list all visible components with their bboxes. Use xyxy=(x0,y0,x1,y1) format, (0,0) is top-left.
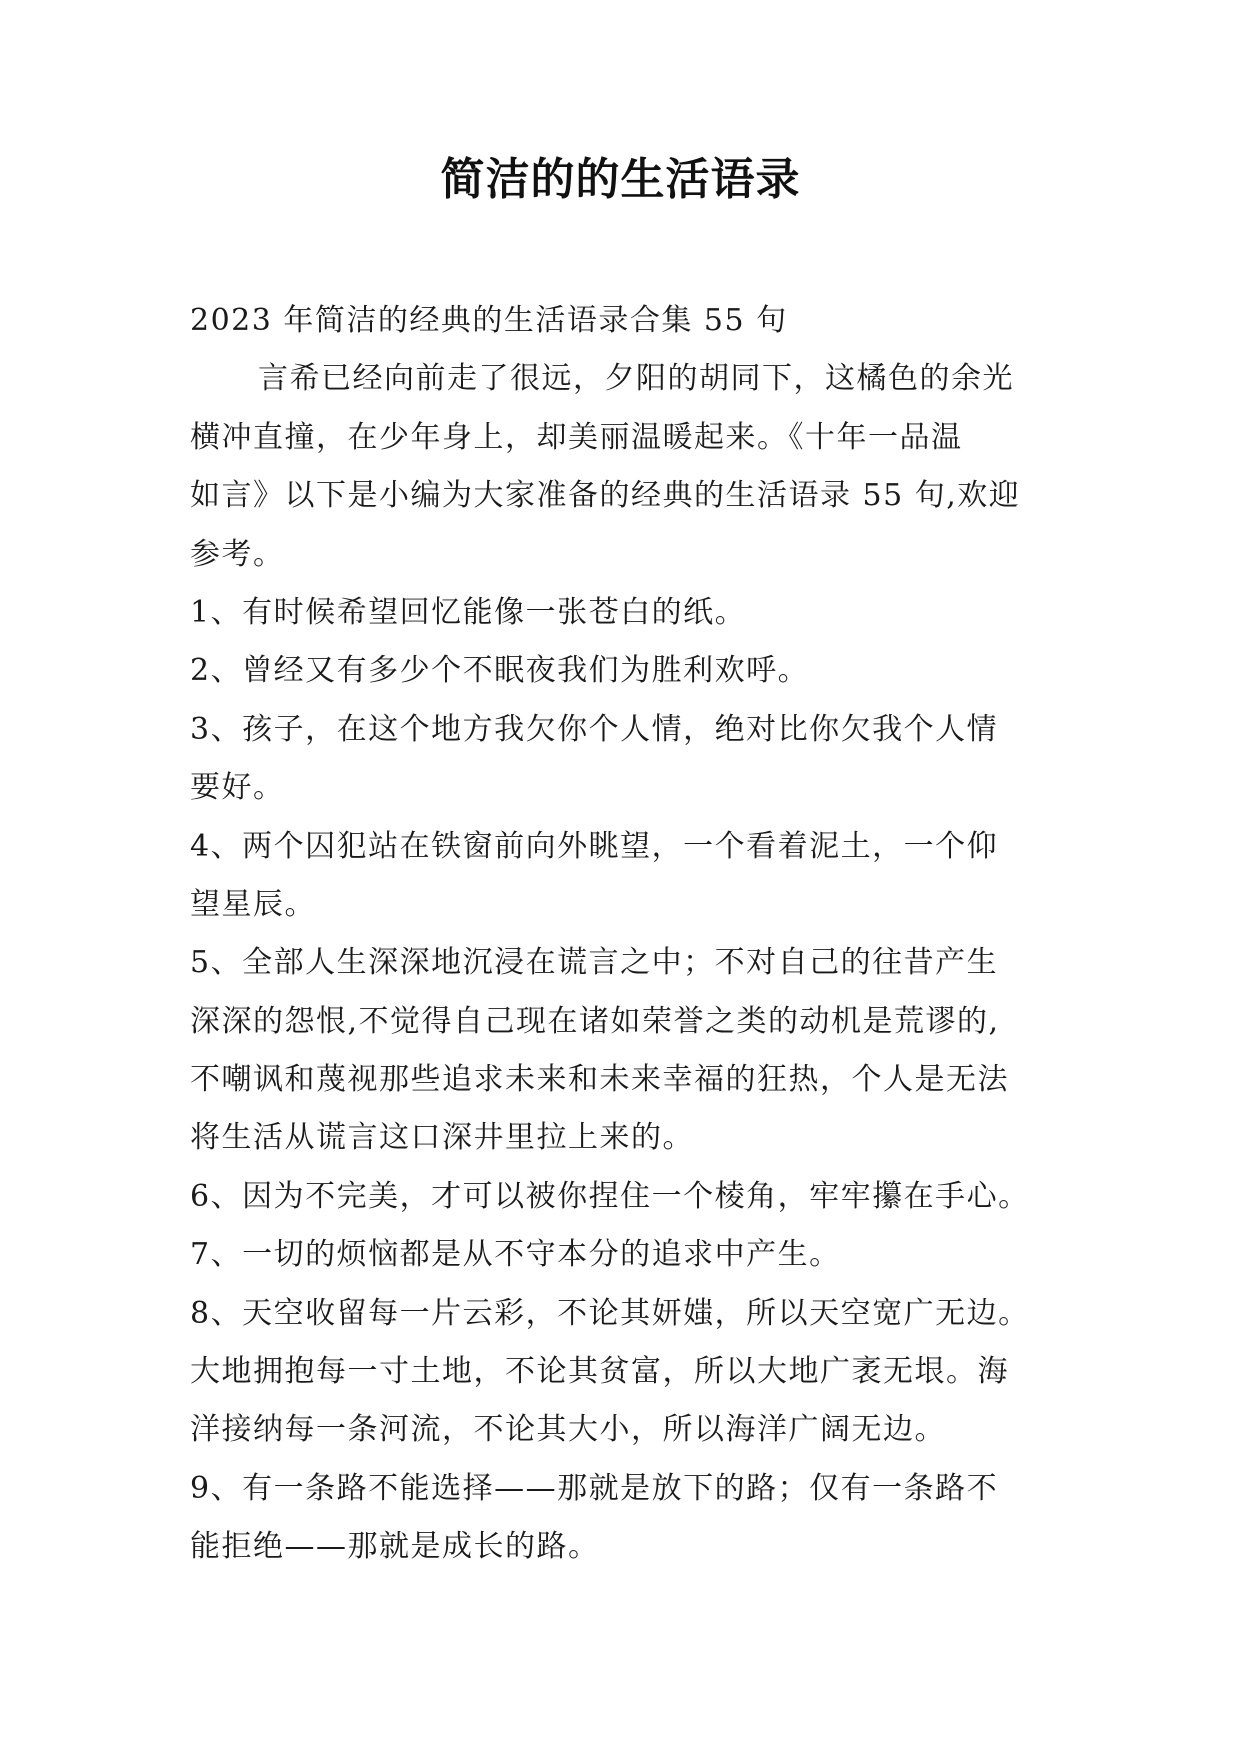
intro-paragraph-line: 横冲直撞，在少年身上，却美丽温暖起来。《十年一品温 xyxy=(190,419,963,455)
quote-line-9: 9、有一条路不能选择——那就是放下的路；仅有一条路不 xyxy=(190,1470,999,1506)
quote-line-4-cont: 望星辰。 xyxy=(190,886,316,922)
quote-line-7: 7、一切的烦恼都是从不守本分的追求中产生。 xyxy=(190,1237,841,1273)
quote-line-3-cont: 要好。 xyxy=(190,770,285,806)
quote-line-6: 6、因为不完美，才可以被你捏住一个棱角，牢牢攥在手心。 xyxy=(190,1178,1030,1214)
document-title: 简洁的的生活语录 xyxy=(440,154,801,205)
quote-line-9-cont: 能拒绝——那就是成长的路。 xyxy=(190,1529,600,1565)
quote-line-5-cont: 将生活从谎言这口深井里拉上来的。 xyxy=(190,1120,694,1156)
intro-paragraph-line: 参考。 xyxy=(190,536,285,572)
quote-line-5: 5、全部人生深深地沉浸在谎言之中；不对自己的往昔产生 xyxy=(190,945,999,981)
quote-line-2: 2、曾经又有多少个不眠夜我们为胜利欢呼。 xyxy=(190,653,810,689)
intro-paragraph-line: 如言》以下是小编为大家准备的经典的生活语录 55 句,欢迎 xyxy=(190,478,1021,514)
intro-paragraph-line: 言希已经向前走了很远，夕阳的胡同下，这橘色的余光 xyxy=(258,361,1014,397)
document-body xyxy=(190,292,1060,1577)
quote-line-4: 4、两个囚犯站在铁窗前向外眺望，一个看着泥土，一个仰 xyxy=(190,828,999,864)
quote-line-1: 1、有时候希望回忆能像一张苍白的纸。 xyxy=(190,594,747,630)
quote-line-3: 3、孩子，在这个地方我欠你个人情，绝对比你欠我个人情 xyxy=(190,711,999,747)
quote-line-5-cont: 不嘲讽和蔑视那些追求未来和未来幸福的狂热，个人是无法 xyxy=(190,1062,1009,1098)
quote-line-5-cont: 深深的怨恨,不觉得自己现在诸如荣誉之类的动机是荒谬的, xyxy=(190,1003,1000,1039)
quote-line-8: 8、天空收留每一片云彩，不论其妍媸，所以天空宽广无边。 xyxy=(190,1295,1030,1331)
quote-line-8-cont: 大地拥抱每一寸土地，不论其贫富，所以大地广袤无垠。海 xyxy=(190,1354,1009,1390)
quote-line-8-cont: 洋接纳每一条河流，不论其大小，所以海洋广阔无边。 xyxy=(190,1412,946,1448)
subtitle-line: 2023 年简洁的经典的生活语录合集 55 句 xyxy=(190,303,788,338)
